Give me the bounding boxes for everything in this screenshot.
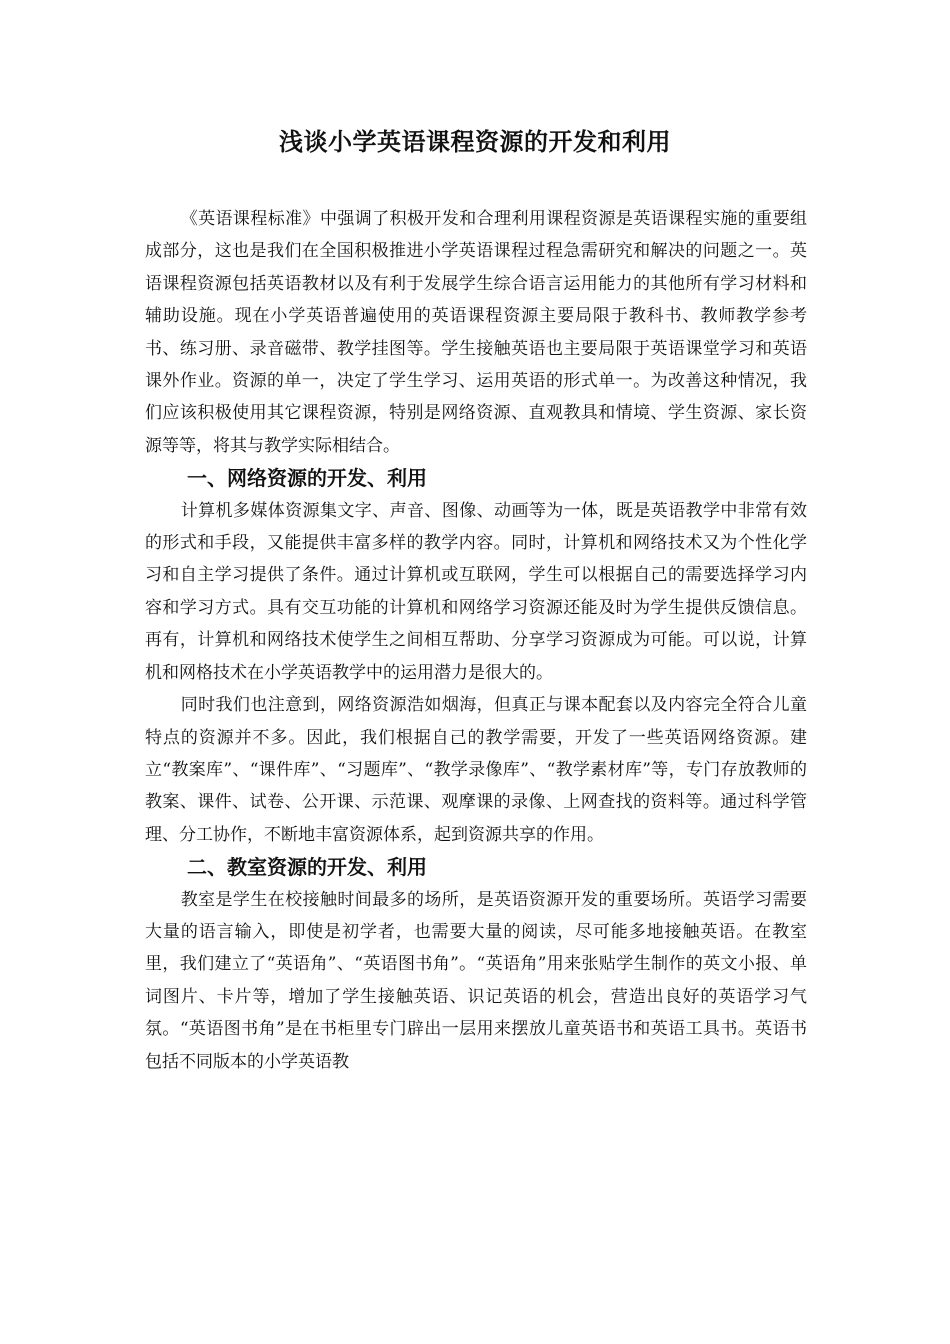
section1-paragraph-2: 同时我们也注意到，网络资源浩如烟海，但真正与课本配套以及内容完全符合儿童特点的资源并不多。因此，我们根据自己的教学需要，开发了一些英语网络资源。建立“教案库”、“课件库”、“习题库”、“教学录像库”、“教学素材库”等，专门存放教师的教案、课件、试卷、公开课、示范课、观摩课的录像、上网查找的资料等。通过科学管理、分工协作，不断地丰富资源体系，起到资源共享的作用。: [145, 695, 807, 845]
document-body: [145, 203, 807, 1078]
section-heading-network-resources: 一、网络资源的开发、利用: [187, 466, 427, 491]
section1-paragraph-1: 计算机多媒体资源集文字、声音、图像、动画等为一体，既是英语教学中非常有效的形式和手段，又能提供丰富多样的教学内容。同时，计算机和网络技术又为个性化学习和自主学习提供了条件。通过计算机或互联网，学生可以根据自己的需要选择学习内容和学习方式。具有交互功能的计算机和网络学习资源还能及时为学生提供反馈信息。再有，计算机和网络技术使学生之间相互帮助、分享学习资源成为可能。可以说，计算机和网格技术在小学英语教学中的运用潜力是很大的。: [145, 500, 807, 683]
section2-paragraph-1: 教室是学生在校接触时间最多的场所，是英语资源开发的重要场所。英语学习需要大量的语言输入，即使是初学者，也需要大量的阅读，尽可能多地接触英语。在教室里，我们建立了“英语角”、“英语图书角”。“英语角”用来张贴学生制作的英文小报、单词图片、卡片等，增加了学生接触英语、识记英语的机会，营造出良好的英语学习气氛。“英语图书角”是在书柜里专门辟出一层用来摆放儿童英语书和英语工具书。英语书包括不同版本的小学英语教: [145, 889, 807, 1072]
document-title: 浅谈小学英语课程资源的开发和利用: [279, 128, 671, 156]
intro-paragraph: 《英语课程标准》中强调了积极开发和合理利用课程资源是英语课程实施的重要组成部分，这也是我们在全国积极推进小学英语课程过程急需研究和解决的问题之一。英语课程资源包括英语教材以及有利于发展学生综合语言运用能力的其他所有学习材料和辅助设施。现在小学英语普遍使用的英语课程资源主要局限于教科书、教师教学参考书、练习册、录音磁带、教学挂图等。学生接触英语也主要局限于英语课堂学习和英语课外作业。资源的单一，决定了学生学习、运用英语的形式单一。为改善这种情况，我们应该积极使用其它课程资源，特别是网络资源、直观教具和情境、学生资源、家长资源等等，将其与教学实际相结合。: [145, 209, 807, 456]
section-heading-classroom-resources: 二、教室资源的开发、利用: [187, 855, 427, 880]
